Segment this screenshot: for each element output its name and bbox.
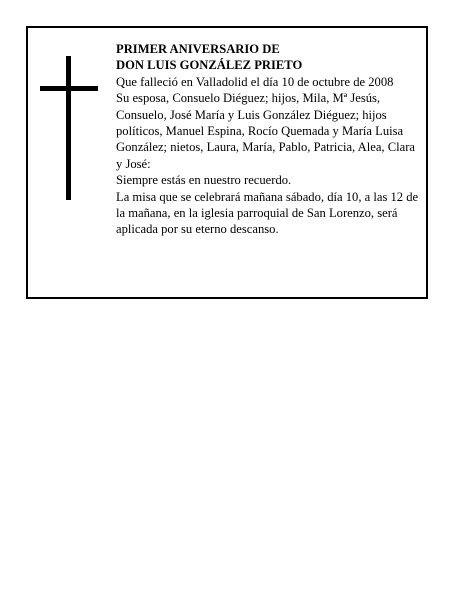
cross-vertical-bar <box>66 56 71 200</box>
family-list: Su esposa, Consuelo Diéguez; hijos, Mila, Mª Jesús, Consuelo, José María y Luis González Diéguez; hijos políticos, Manuel Espina, Rocío Quemada y María Luisa González; nietos, Laura, María, Pablo, Patricia, Alea, Clara y José: <box>116 91 415 171</box>
remembrance-line: Siempre estás en nuestro recuerdo. <box>116 173 292 188</box>
notice-title-line-2: DON LUIS GONZÁLEZ PRIETO <box>116 58 303 73</box>
notice-text <box>116 41 422 238</box>
mass-announcement: La misa que se celebrará mañana sábado, día 10, a las 12 de la mañana, en la iglesia parroquial de San Lorenzo, será aplicada por su eterno descanso. <box>116 189 419 237</box>
memorial-notice <box>26 26 428 299</box>
notice-title-line-1: PRIMER ANIVERSARIO DE <box>116 42 280 56</box>
cross-horizontal-bar <box>40 86 98 91</box>
cross-icon <box>40 56 98 200</box>
death-statement: Que falleció en Valladolid el día 10 de octubre de 2008 <box>116 74 394 89</box>
